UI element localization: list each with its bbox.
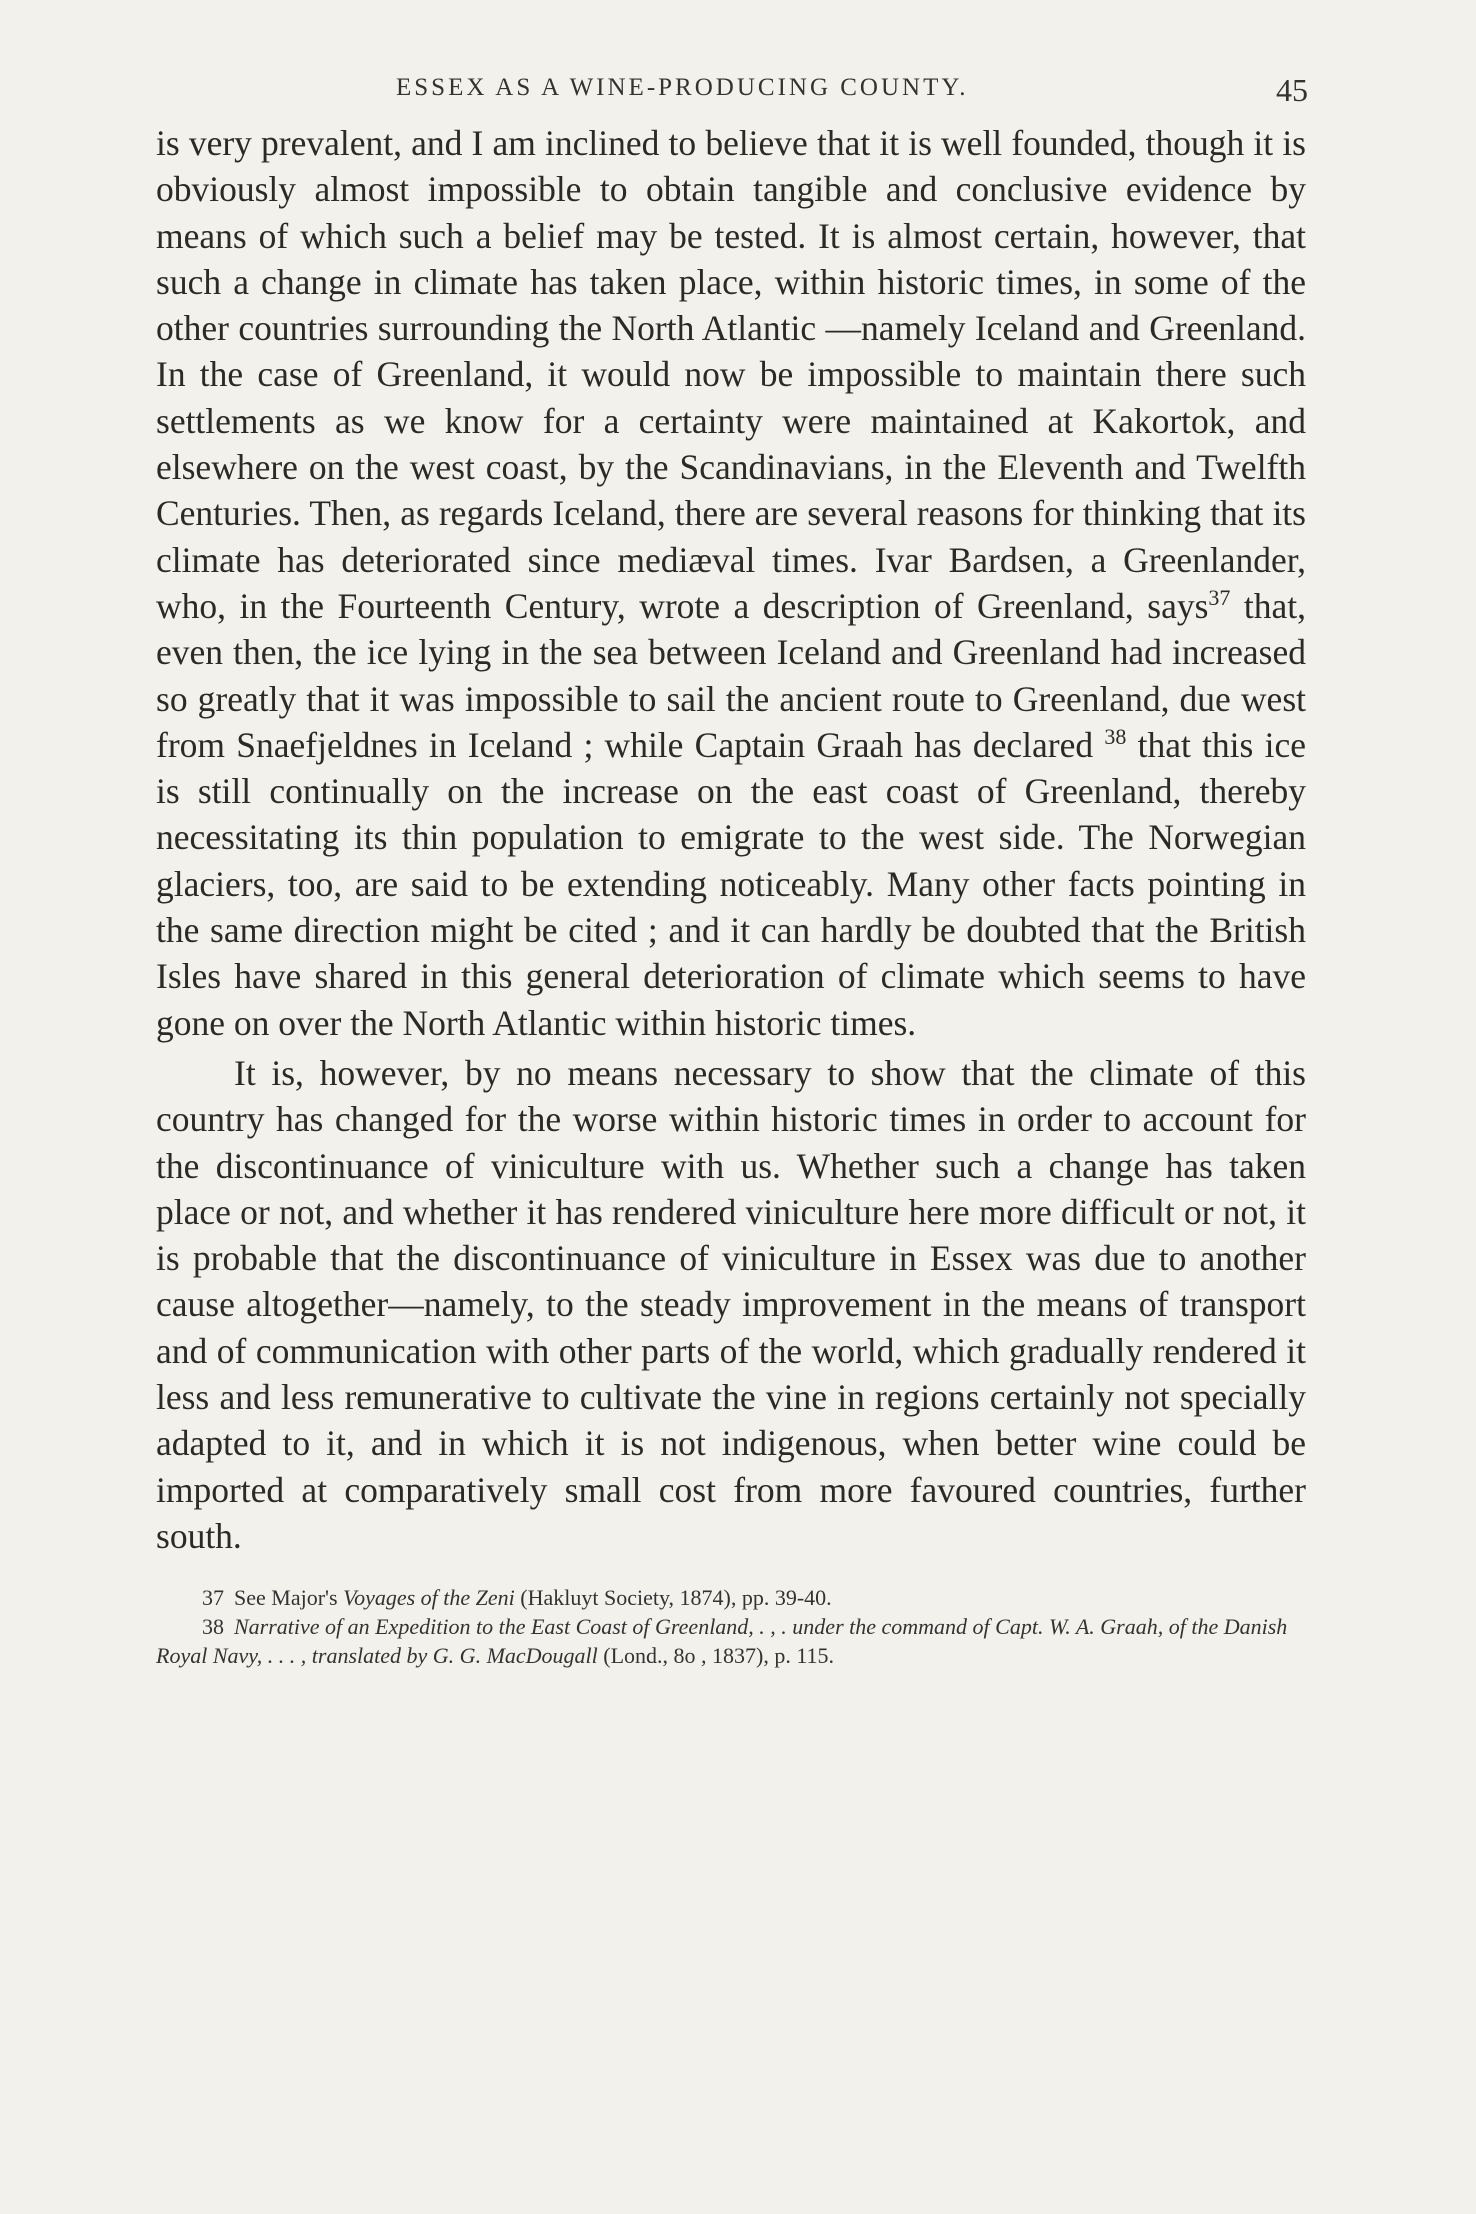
book-page (156, 66, 1306, 1670)
paragraph-1-part-1: is very prevalent, and I am inclined to believe that it is well founded, though it is obviously almost impossible to obtain tangible and conclusive evidence by means of which such a belief may be tested. It is almost certain, however, that such a change in climate has taken place, within historic times, in some of the other countries surrounding the North Atlantic —namely Iceland and Greenland. In the case of Greenland, it would now be impossible to maintain there such settlements as we know for a certainty were maintained at Kakortok, and elsewhere on the west coast, by the Scandinavians, in the Eleventh and Twelfth Centuries. Then, as regards Iceland, there are several reasons for thinking that its climate has deteriorated since mediæval times. Ivar Bardsen, a Greenlander, who, in the Fourteenth Century, wrote a description of Greenland, says (156, 123, 1306, 626)
running-head: ESSEX AS A WINE-PRODUCING COUNTY. (396, 74, 969, 101)
footnote-ref-37: 37 (1208, 585, 1231, 611)
paragraph-1 (156, 120, 1306, 1046)
footnote-38-post: (Lond., 8o , 1837), p. 115. (597, 1643, 835, 1669)
footnote-37-title: Voyages of the Zeni (343, 1585, 515, 1611)
paragraph-1-part-2: that, even then, the ice lying in the sea between Iceland and Greenland had increased so greatly that it was impossible to sail the ancient route to Greenland, due west from Snaefjeldnes in Iceland ; while Captain Graah has declared (156, 585, 1306, 765)
page-number: 45 (1276, 72, 1308, 108)
paragraph-2: It is, however, by no means necessary to show that the climate of this country has changed for the worse within historic times in order to account for the discontinuance of viniculture with us. Whether such a change has taken place or not, and whether it has rendered viniculture here more difficult or not, it is probable that the discontinuance of viniculture in Essex was due to another cause altogether—namely, to the steady improvement in the means of transport and of communication with other parts of the world, which gradually rendered it less and less remunerative to cultivate the vine in regions certainly not specially adapted to it, and in which it is not indigenous, when better wine could be imported at comparatively small cost from more favoured countries, further south. (156, 1052, 1306, 1556)
page-header (156, 66, 1306, 120)
paragraph-1-part-3: that this ice is still continually on the increase on the east coast of Greenland, thereby necessitating its thin population to emigrate to the west side. The Norwegian glaciers, too, are said to be extending noticeably. Many other facts pointing in the same direction might be cited ; and it can hardly be doubted that the British Isles have shared in this general deterioration of climate which seems to have gone on over the North Atlantic within historic times. (156, 724, 1306, 1043)
footnote-38 (156, 1612, 1306, 1670)
footnote-ref-38: 38 (1104, 724, 1127, 750)
footnotes (156, 1583, 1306, 1670)
body-text (156, 120, 1306, 1559)
footnote-37-number: 37 (202, 1585, 224, 1611)
footnote-38-title: Narrative of an Expedition to the East Coast of Greenland, . , . under the command of Capt. W. A. Graah, of the Danish Royal Navy, . . . , translated by G. G. MacDougall (156, 1614, 1288, 1669)
footnote-37-post: (Hakluyt Society, 1874), pp. 39-40. (514, 1585, 832, 1611)
footnote-38-number: 38 (202, 1614, 224, 1640)
footnote-37-pre: See Major's (234, 1585, 344, 1611)
footnote-37 (156, 1583, 1306, 1612)
